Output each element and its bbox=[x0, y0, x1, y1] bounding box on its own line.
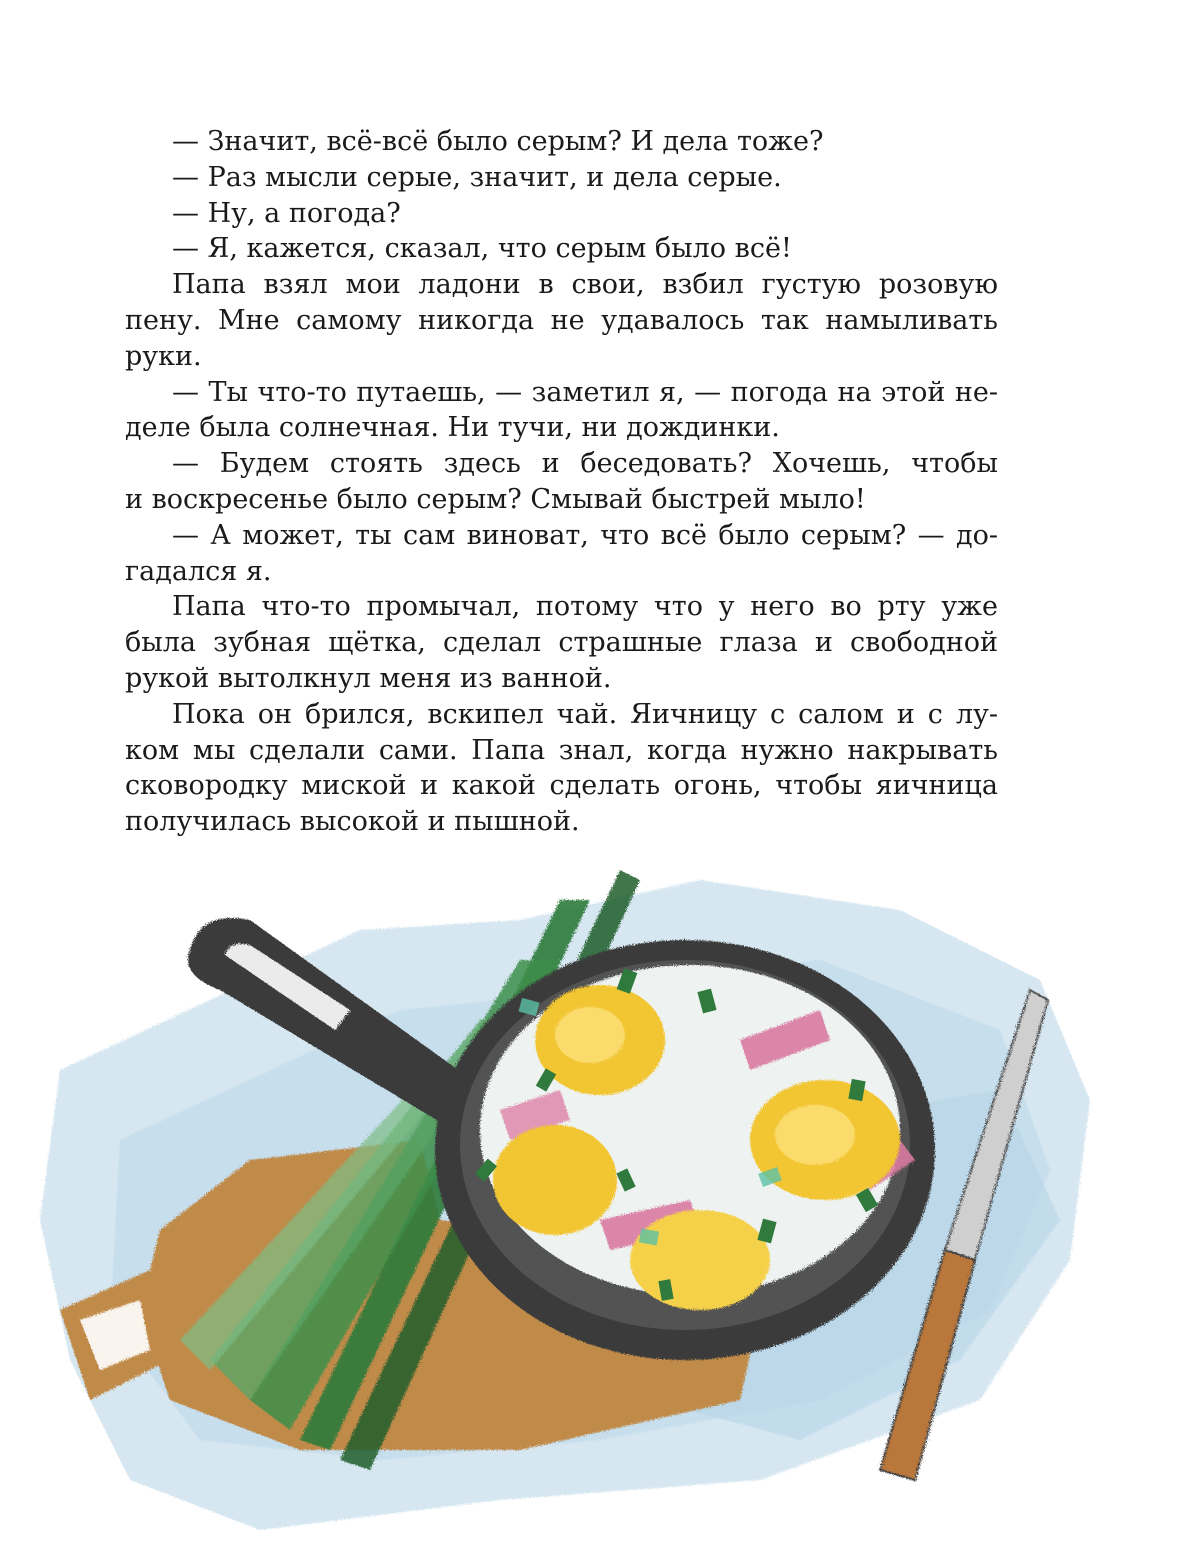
text-line: получилась высокой и пышной. bbox=[125, 806, 580, 838]
frying-pan-illustration bbox=[0, 840, 1181, 1565]
text-line: — Я, кажется, сказал, что серым было всё! bbox=[172, 233, 792, 265]
text-line: гадался я. bbox=[125, 555, 272, 587]
text-line: Пока он брился, вскипел чай. Яичницу с салом и с лу- bbox=[172, 698, 998, 730]
text-line: — Ты что-то путаешь, — заметил я, — погода на этой не- bbox=[172, 376, 998, 408]
text-line: Папа взял мои ладони в свои, взбил густую розовую bbox=[172, 269, 998, 301]
text-line: — Раз мысли серые, значит, и дела серые. bbox=[172, 161, 782, 193]
text-line: руки. bbox=[125, 340, 202, 372]
text-line: Папа что-то промычал, потому что у него во рту уже bbox=[172, 591, 998, 623]
text-line: — Ну, а погода? bbox=[172, 197, 401, 229]
text-line: — Значит, всё-всё было серым? И дела тоже? bbox=[172, 126, 824, 157]
text-line: рукой вытолкнул меня из ванной. bbox=[125, 663, 612, 694]
text-line: была зубная щётка, сделал страшные глаза и свободной bbox=[125, 627, 998, 659]
text-line: — А может, ты сам виноват, что всё было серым? — до- bbox=[172, 519, 998, 551]
text-line: деле была солнечная. Ни тучи, ни дождинки. bbox=[125, 412, 780, 444]
text-line: и воскресенье было серым? Смывай быстрей мыло! bbox=[125, 484, 866, 515]
text-line: пену. Мне самому никогда не удавалось так намыливать bbox=[125, 305, 998, 336]
text-line: ком мы сделали сами. Папа знал, когда нужно накрывать bbox=[125, 734, 998, 766]
text-line: сковородку миской и какой сделать огонь, чтобы яичница bbox=[125, 770, 998, 802]
text-line: — Будем стоять здесь и беседовать? Хочешь, чтобы bbox=[172, 448, 998, 480]
